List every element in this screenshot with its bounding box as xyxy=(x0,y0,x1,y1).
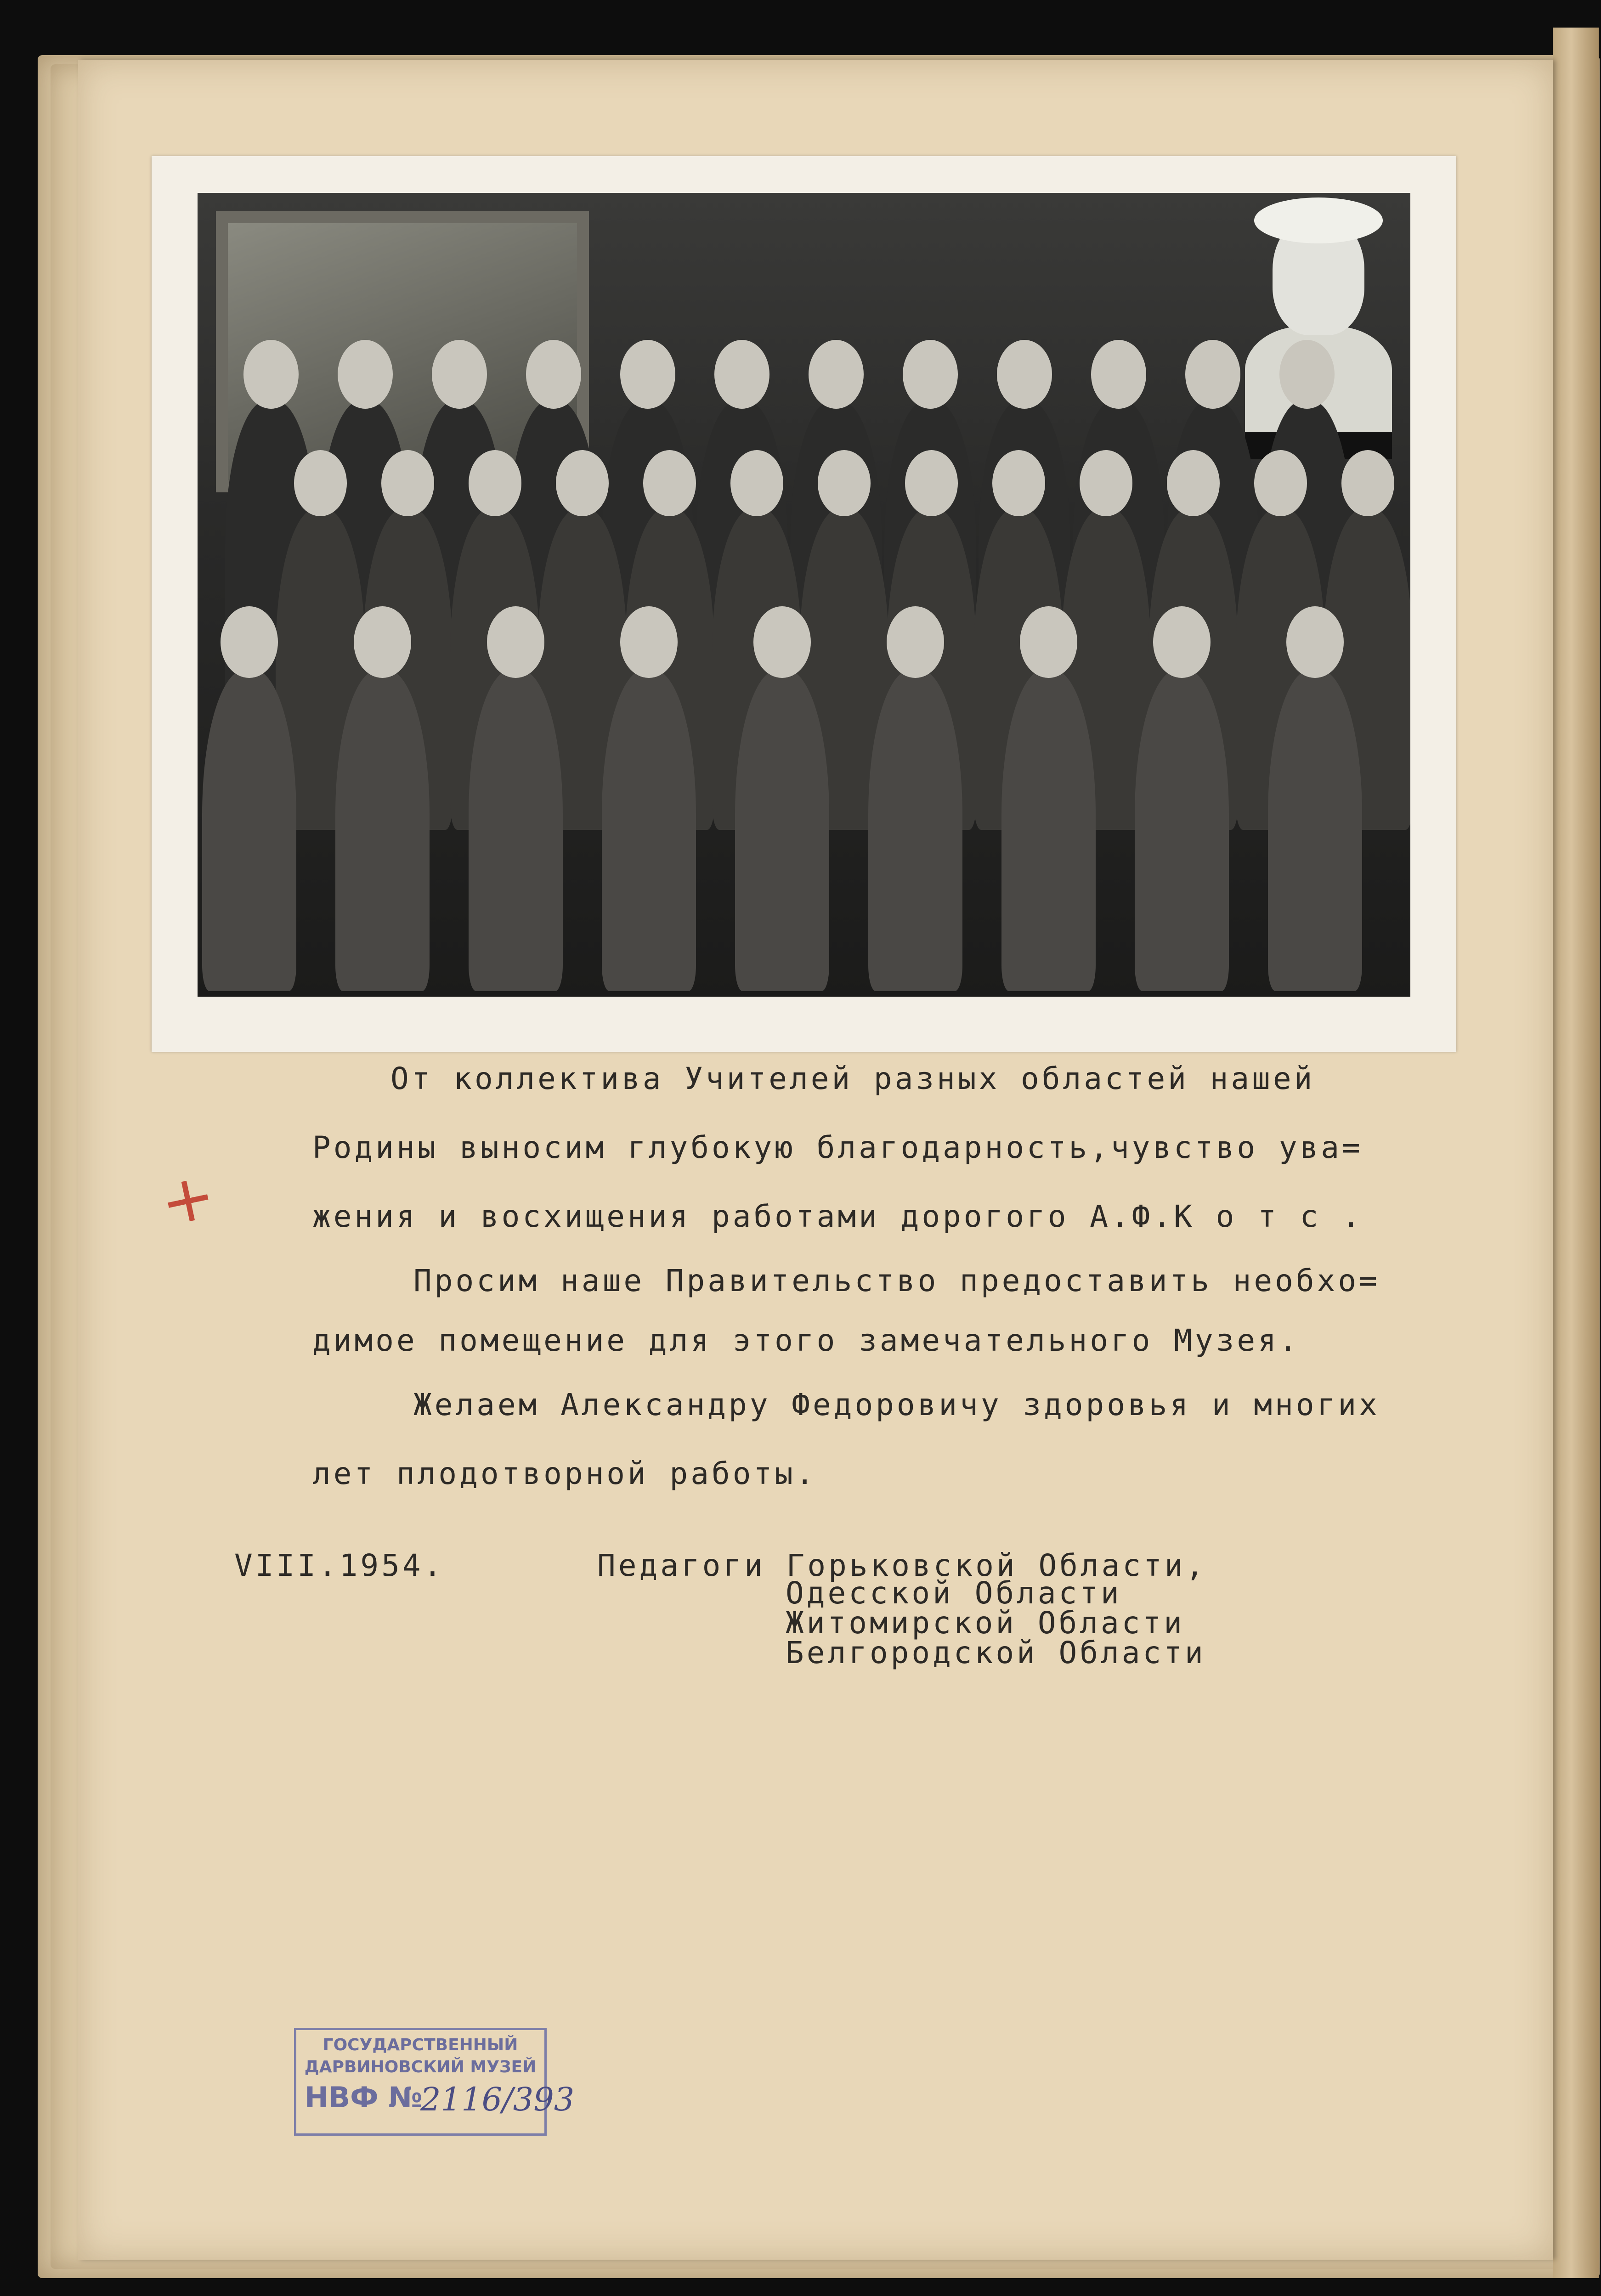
album-page-edge xyxy=(1553,28,1599,2278)
letter-line: жения и восхищения работами дорогого А.Ф.К о т с . xyxy=(312,1199,1363,1234)
letter-line: Родины выносим глубокую благодарность,чувство ува= xyxy=(312,1130,1363,1165)
letter-date: VIII.1954. xyxy=(234,1548,445,1583)
stamp-line: ДАРВИНОВСКИЙ МУЗЕЙ xyxy=(304,2058,537,2076)
margin-mark: + xyxy=(153,1157,222,1242)
signature-line: Житомирской Области xyxy=(786,1605,1185,1641)
letter-line: лет плодотворной работы. xyxy=(312,1456,817,1491)
photo-mount xyxy=(152,156,1456,1052)
signature-line: Педагоги Горьковской Области, xyxy=(597,1548,1207,1583)
letter-line: димое помещение для этого замечательного Музея. xyxy=(312,1323,1300,1358)
signature-line: Белгородской Области xyxy=(786,1635,1206,1670)
letter-line: От коллектива Учителей разных областей нашей xyxy=(390,1061,1315,1096)
stamp-line: ГОСУДАРСТВЕННЫЙ xyxy=(322,2036,518,2054)
group-photograph xyxy=(198,193,1410,997)
letter-line: Желаем Александру Федоровичу здоровья и многих xyxy=(413,1387,1380,1422)
stamp-number: 2116/393 xyxy=(420,2081,575,2118)
signature-line: Одесской Области xyxy=(786,1575,1122,1611)
museum-stamp xyxy=(294,2028,575,2136)
letter-line: Просим наше Правительство предоставить необхо= xyxy=(413,1263,1380,1298)
stamp-line: НВФ № xyxy=(305,2081,423,2114)
